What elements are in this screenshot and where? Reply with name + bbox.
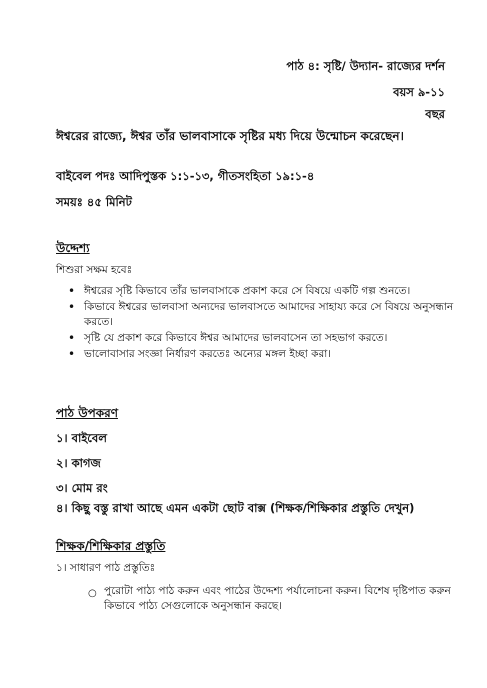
objective-item: • ঈশ্বরের সৃষ্টি কিভাবে তাঁর ভালবাসাকে প্রকাশ করে সে বিষয়ে একটি গল্প শুনতে। <box>60 284 458 299</box>
age-range: বয়স ৯-১১ <box>393 85 445 99</box>
materials-heading: পাঠ উপকরণ <box>56 406 118 420</box>
objectives-lead: শিশুরা সক্ষম হবেঃ <box>56 264 133 276</box>
material-item: ২। কাগজ <box>56 456 101 470</box>
objectives-list <box>60 284 458 362</box>
lesson-duration: সময়ঃ ৪৫ মিনিট <box>56 195 132 209</box>
objective-item: • কিভাবে ঈশ্বরের ভালবাসা অন্যদের ভালবাসতে আমাদের সাহায্য করে সে বিষয়ে অনুসন্ধান করতে। <box>60 300 458 330</box>
lesson-title: পাঠ ৪: সৃষ্টি/ উদ্যান- রাজ্যের দর্শন <box>286 59 445 73</box>
lesson-theme: ঈশ্বরের রাজ্যে, ঈশ্বর তাঁর ভালবাসাকে সৃষ্টির মধ্য দিয়ে উন্মোচন করেছেন। <box>56 129 404 143</box>
circle-bullet-icon: ○ <box>88 588 97 599</box>
material-item: ১। বাইবেল <box>56 431 107 445</box>
material-item: ৪। কিছু বস্তু রাখা আছে এমন একটা ছোট বাক্স (শিক্ষক/শিক্ষিকার প্রস্তুতি দেখুন) <box>56 501 415 515</box>
material-item: ৩। মোম রং <box>56 481 108 495</box>
age-year-label: বছর <box>425 107 445 121</box>
prep-substep: পুরোটা পাঠ্য পাঠ করুন এবং পাঠের উদ্দেশ্য পর্যালোচনা করুন। বিশেষ দৃষ্টিপাত করুন কিভাবে পাঠ্য সেগুলোকে অনুসন্ধান করছে। <box>104 585 451 612</box>
prep-step: ১। সাধারণ পাঠ প্রস্তুতিঃ <box>56 562 156 574</box>
prep-heading: শিক্ষক/শিক্ষিকার প্রস্তুতি <box>56 539 166 553</box>
bible-reference: বাইবেল পদঃ আদিপুস্তক ১:১-১৩, গীতসংহিতা ১৯:১-৪ <box>56 169 315 183</box>
objective-item: • সৃষ্টি যে প্রকাশ করে কিভাবে ঈশ্বর আমাদের ভালবাসেন তা সহভাগ করতে। <box>60 331 458 346</box>
objectives-heading: উদ্দেশ্য <box>56 241 90 255</box>
objectives-list-container <box>60 284 458 363</box>
objective-item: • ভালোবাসার সংজ্ঞা নির্ধারণ করতেঃ অন্যের মঙ্গল ইচ্ছা করা। <box>60 347 458 362</box>
